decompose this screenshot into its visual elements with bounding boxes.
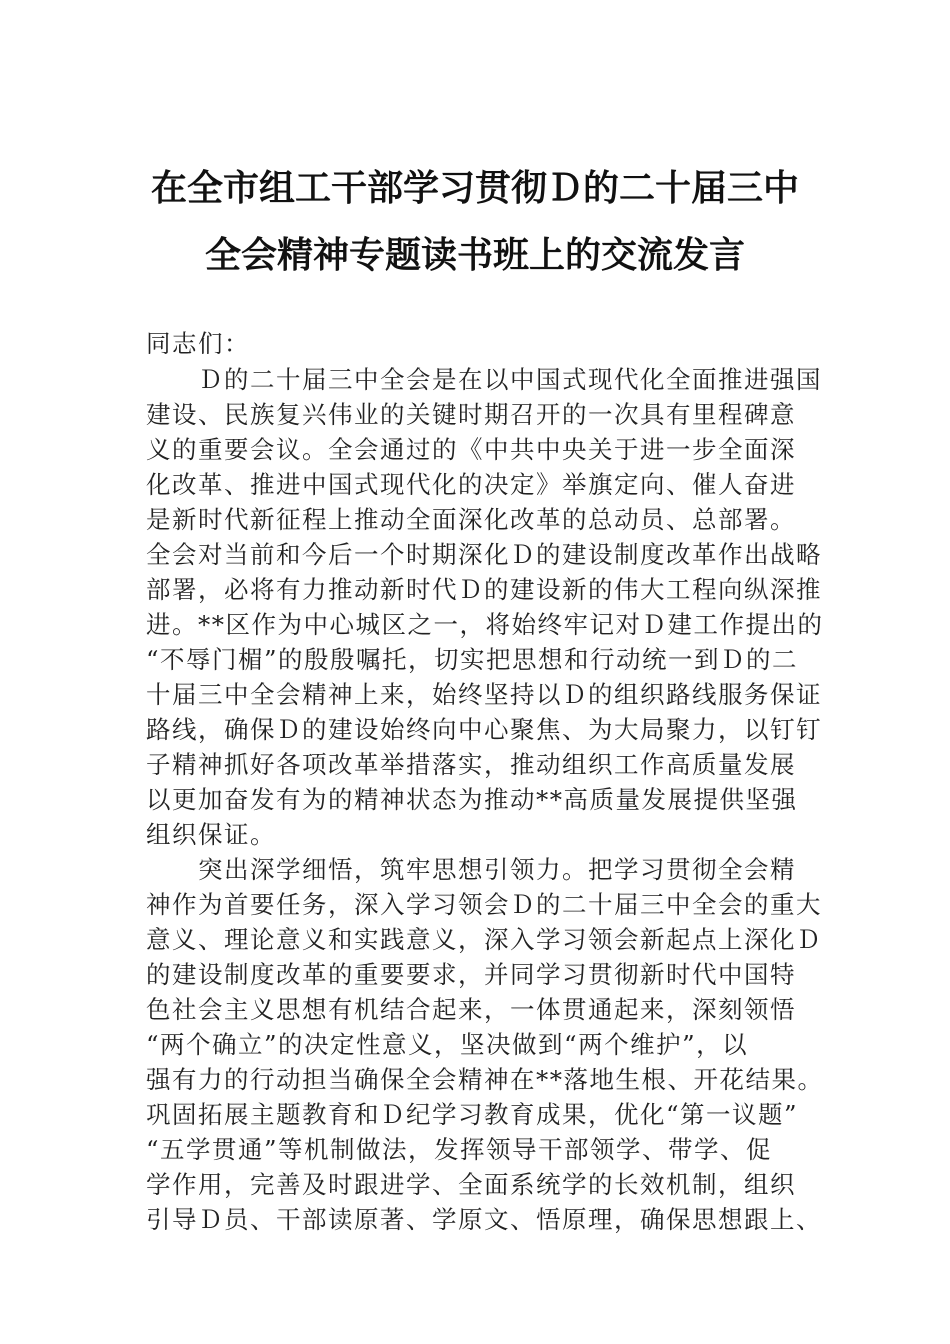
body-line: 色社会主义思想有机结合起来，一体贯通起来，深刻领悟 [146,995,796,1024]
body-line: 的建设制度改革的重要要求，并同学习贯彻新时代中国特 [146,960,796,989]
document-title-line-2: 全会精神专题读书班上的交流发言 [204,234,745,276]
body-line: 组织保证。 [146,820,276,849]
greeting: 同志们： [146,329,250,358]
body-line: 神作为首要任务，深入学习领会Ｄ的二十届三中全会的重大 [146,890,822,919]
body-line: 全会对当前和今后一个时期深化Ｄ的建设制度改革作出战略 [146,540,822,569]
body-line: 突出深学细悟，筑牢思想引领力。把学习贯彻全会精 [146,855,796,884]
body-line: 学作用，完善及时跟进学、全面系统学的长效机制，组织 [146,1170,796,1199]
body-line: 部署，必将有力推动新时代Ｄ的建设新的伟大工程向纵深推 [146,575,822,604]
body-line: 强有力的行动担当确保全会精神在**落地生根、开花结果。 [146,1065,824,1094]
body-line: 以更加奋发有为的精神状态为推动**高质量发展提供坚强 [146,785,798,814]
body-line: 路线，确保Ｄ的建设始终向中心聚焦、为大局聚力，以钉钉 [146,715,822,744]
body-line: 义的重要会议。全会通过的《中共中央关于进一步全面深 [146,435,796,464]
document-title-line-1: 在全市组工干部学习贯彻Ｄ的二十届三中 [150,167,799,209]
body-line: Ｄ的二十届三中全会是在以中国式现代化全面推进强国 [146,365,822,394]
body-line: “两个确立”的决定性意义，坚决做到“两个维护”，以 [146,1030,749,1059]
body-line: 引导Ｄ员、干部读原著、学原文、悟原理，确保思想跟上、 [146,1205,822,1234]
body-line: 意义、理论意义和实践意义，深入学习领会新起点上深化Ｄ [146,925,822,954]
body-line: 化改革、推进中国式现代化的决定》举旗定向、催人奋进 [146,470,796,499]
body-line: 巩固拓展主题教育和Ｄ纪学习教育成果，优化“第一议题” [146,1100,799,1129]
body-line: 建设、民族复兴伟业的关键时期召开的一次具有里程碑意 [146,400,796,429]
body-line: 进。**区作为中心城区之一，将始终牢记对Ｄ建工作提出的 [146,610,824,639]
body-line: 十届三中全会精神上来，始终坚持以Ｄ的组织路线服务保证 [146,680,822,709]
body-line: 子精神抓好各项改革举措落实，推动组织工作高质量发展 [146,750,796,779]
body-line: “五学贯通”等机制做法，发挥领导干部领学、带学、促 [146,1135,773,1164]
body-line: “不辱门楣”的殷殷嘱托，切实把思想和行动统一到Ｄ的二 [146,645,799,674]
body-line: 是新时代新征程上推动全面深化改革的总动员、总部署。 [146,505,796,534]
